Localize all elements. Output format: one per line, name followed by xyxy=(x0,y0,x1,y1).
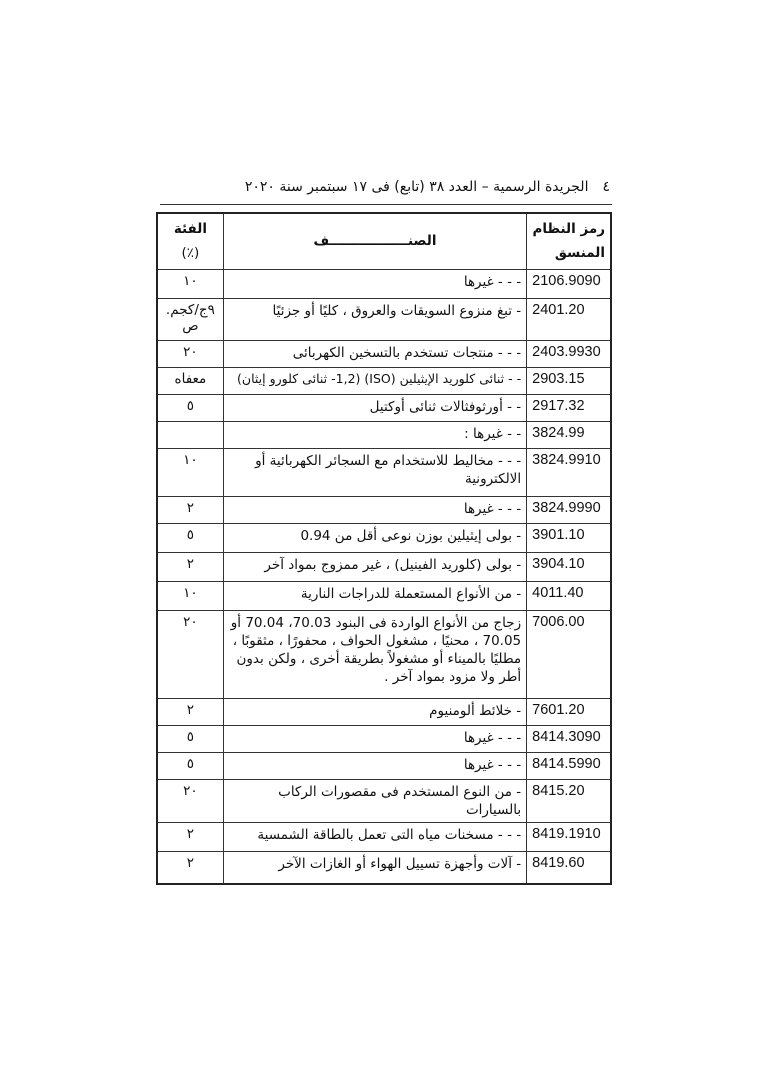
row-code: 8414.5990 xyxy=(527,752,611,779)
row-rate: ٢٠ xyxy=(157,610,223,698)
row-description: - من الأنواع المستعملة للدراجات النارية xyxy=(223,581,526,610)
row-description: - - - منتجات تستخدم بالتسخين الكهربائى xyxy=(223,340,526,367)
table-row xyxy=(157,496,611,523)
row-description: - - أورثوفثالات ثنائى أوكتيل xyxy=(223,394,526,421)
table-row xyxy=(157,725,611,752)
row-rate xyxy=(157,421,223,448)
row-code: 3904.10 xyxy=(527,552,611,581)
col-header-description: الصنـــــــــــــــــف xyxy=(223,213,526,269)
table-row xyxy=(157,823,611,852)
row-rate: ٢ xyxy=(157,698,223,725)
table-row xyxy=(157,421,611,448)
row-code: 2106.9090 xyxy=(527,269,611,298)
table-row xyxy=(157,552,611,581)
row-code: 3824.99 xyxy=(527,421,611,448)
table-row xyxy=(157,523,611,552)
tariff-table xyxy=(156,212,612,885)
table-row xyxy=(157,269,611,298)
row-description: - آلات وأجهزة تسييل الهواء أو الغازات الآخر xyxy=(223,852,526,884)
table-row xyxy=(157,752,611,779)
page-number: ٤ xyxy=(602,179,610,195)
row-rate: ٢ xyxy=(157,552,223,581)
row-code: 2401.20 xyxy=(527,298,611,340)
row-rate: ٢ xyxy=(157,852,223,884)
gazette-title: الجريدة الرسمية – العدد ٣٨ (تابع) فى ١٧ سبتمبر سنة ٢٠٢٠ xyxy=(244,179,589,195)
table-row xyxy=(157,581,611,610)
row-rate: ٢٠ xyxy=(157,779,223,822)
row-code: 8415.20 xyxy=(527,779,611,822)
row-code: 3824.9990 xyxy=(527,496,611,523)
row-rate: ٥ xyxy=(157,725,223,752)
row-code: 2903.15 xyxy=(527,367,611,394)
row-rate: ٥ xyxy=(157,394,223,421)
page-header xyxy=(200,176,610,198)
col-header-rate: الفئة (٪) xyxy=(157,213,223,269)
row-rate: ٩ج/كجم. ص xyxy=(157,298,223,340)
table-row xyxy=(157,340,611,367)
table-row xyxy=(157,298,611,340)
row-code: 8414.3090 xyxy=(527,725,611,752)
row-rate: ٥ xyxy=(157,523,223,552)
row-description: - بولى (كلوريد الفينيل) ، غير ممزوج بمواد آخر xyxy=(223,552,526,581)
row-rate: معفاه xyxy=(157,367,223,394)
header-rule xyxy=(160,204,612,205)
row-rate: ٢ xyxy=(157,496,223,523)
row-rate: ٢ xyxy=(157,823,223,852)
row-description: - - ثنائى كلوريد الإيثيلين (ISO) (1,2- ثنائى كلورو إيثان) xyxy=(223,367,526,394)
row-description: - من النوع المستخدم فى مقصورات الركاب بالسيارات xyxy=(223,779,526,822)
row-description: - - - غيرها xyxy=(223,752,526,779)
row-description: زجاج من الأنواع الواردة فى البنود 70.03، 70.04 أو 70.05 ، محنيًا ، مشغول الحواف ، محفورًا ، مثقوبًا ، مطليًا بالميناء أو مشغولاً بطريقة أخرى ، ولكن بدون أطر ولا مزود بمواد آخر . xyxy=(223,610,526,698)
table-row xyxy=(157,448,611,496)
row-description: - - - مخاليط للاستخدام مع السجائر الكهربائية أو الالكترونية xyxy=(223,448,526,496)
row-rate: ١٠ xyxy=(157,448,223,496)
row-description: - - - مسخنات مياه التى تعمل بالطاقة الشمسية xyxy=(223,823,526,852)
row-code: 3824.9910 xyxy=(527,448,611,496)
row-description: - خلائط ألومنيوم xyxy=(223,698,526,725)
table-row xyxy=(157,367,611,394)
row-description: - - غيرها : xyxy=(223,421,526,448)
row-code: 8419.1910 xyxy=(527,823,611,852)
row-rate: ١٠ xyxy=(157,581,223,610)
row-description: - - - غيرها xyxy=(223,496,526,523)
col-header-code: رمز النظام المنسق xyxy=(527,213,611,269)
table-row xyxy=(157,852,611,884)
row-rate: ١٠ xyxy=(157,269,223,298)
row-code: 2403.9930 xyxy=(527,340,611,367)
row-code: 2917.32 xyxy=(527,394,611,421)
row-rate: ٢٠ xyxy=(157,340,223,367)
row-description: - بولى إيثيلين بوزن نوعى أقل من 0.94 xyxy=(223,523,526,552)
row-code: 8419.60 xyxy=(527,852,611,884)
row-code: 7006.00 xyxy=(527,610,611,698)
table-row xyxy=(157,394,611,421)
table-header-row xyxy=(157,213,611,269)
row-description: - - - غيرها xyxy=(223,725,526,752)
row-code: 3901.10 xyxy=(527,523,611,552)
row-code: 4011.40 xyxy=(527,581,611,610)
table-row xyxy=(157,779,611,822)
row-code: 7601.20 xyxy=(527,698,611,725)
row-rate: ٥ xyxy=(157,752,223,779)
row-description: - - - غيرها xyxy=(223,269,526,298)
table-row xyxy=(157,698,611,725)
table-row xyxy=(157,610,611,698)
row-description: - تبغ منزوع السويقات والعروق ، كليًا أو جزئيًا xyxy=(223,298,526,340)
